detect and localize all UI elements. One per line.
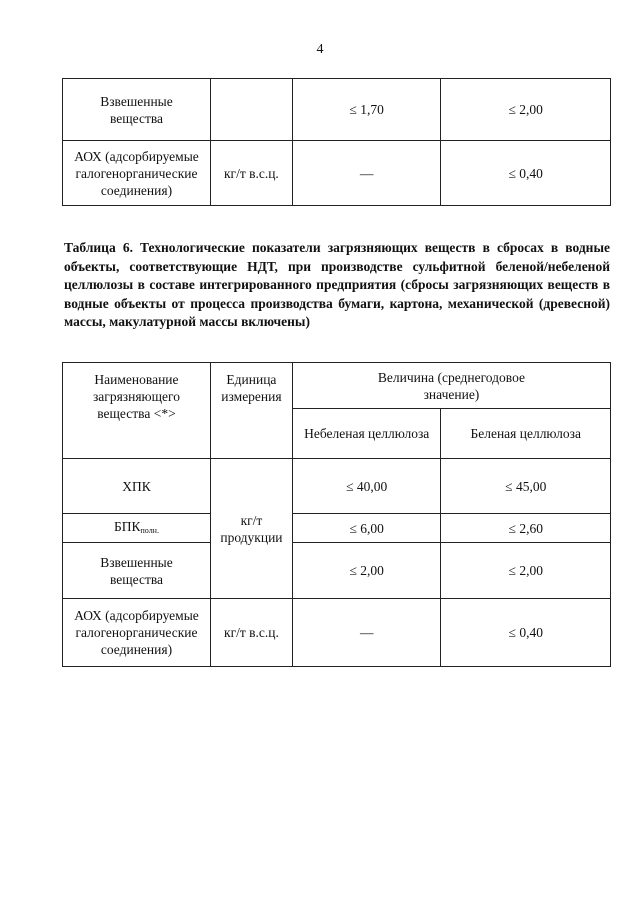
- bleached-value-cell: ≤ 0,40: [441, 599, 611, 667]
- unit-cell: кг/т в.с.ц.: [210, 599, 292, 667]
- unbleached-value-cell: ≤ 2,00: [292, 543, 441, 599]
- value-header: Величина (среднегодовое значение): [292, 363, 610, 409]
- unit-shared-cell: кг/т продукции: [210, 459, 292, 599]
- unbleached-value-cell: ≤ 40,00: [292, 459, 441, 514]
- table-row: [63, 79, 611, 141]
- substance-cell: АОХ (адсорбируемые галогенорганические соединения): [63, 141, 211, 206]
- page-number: 4: [316, 42, 324, 57]
- table-row: [63, 543, 611, 599]
- header-row: [63, 363, 611, 409]
- unbleached-value-cell: —: [292, 141, 441, 206]
- bleached-value-cell: ≤ 2,00: [441, 543, 611, 599]
- table-row: [63, 599, 611, 667]
- bleached-value-cell: ≤ 0,40: [441, 141, 611, 206]
- substance-header: Наименование загрязняющего вещества <*>: [63, 363, 211, 459]
- bleached-value-cell: ≤ 2,00: [441, 79, 611, 141]
- unbleached-value-cell: ≤ 1,70: [292, 79, 441, 141]
- bleached-header: Беленая целлюлоза: [441, 409, 611, 459]
- table-row: [63, 514, 611, 543]
- table-caption: Таблица 6. Технологические показатели загрязняющих веществ в сбросах в водные объекты, соответствующие НДТ, при производстве сульфитной беленой/небеленой целлюлозы в составе интегрированного предприятия (сбросы загрязняющих веществ в водные объекты от процесса производства бумаги, картона, механической (древесной) массы, макулатурной массы включены): [64, 240, 610, 329]
- subscript: полн.: [140, 525, 159, 535]
- unit-cell: [210, 79, 292, 141]
- substance-cell: $БПК_{полн.}$: [63, 514, 211, 543]
- unit-header: Единица измерения: [210, 363, 292, 459]
- unit-cell: кг/т в.с.ц.: [210, 141, 292, 206]
- unbleached-value-cell: ≤ 6,00: [292, 514, 441, 543]
- substance-cell: ХПК: [63, 459, 211, 514]
- unbleached-header: Небеленая целлюлоза: [292, 409, 441, 459]
- bleached-value-cell: ≤ 45,00: [441, 459, 611, 514]
- unbleached-value-cell: —: [292, 599, 441, 667]
- table-row: [63, 459, 611, 514]
- indicators-table: [62, 362, 611, 667]
- continuation-table: [62, 78, 611, 206]
- bleached-value-cell: ≤ 2,60: [441, 514, 611, 543]
- substance-cell: Взвешенные вещества: [63, 543, 211, 599]
- substance-cell: Взвешенные вещества: [63, 79, 211, 141]
- substance-cell: АОХ (адсорбируемые галогенорганические соединения): [63, 599, 211, 667]
- table-row: [63, 141, 611, 206]
